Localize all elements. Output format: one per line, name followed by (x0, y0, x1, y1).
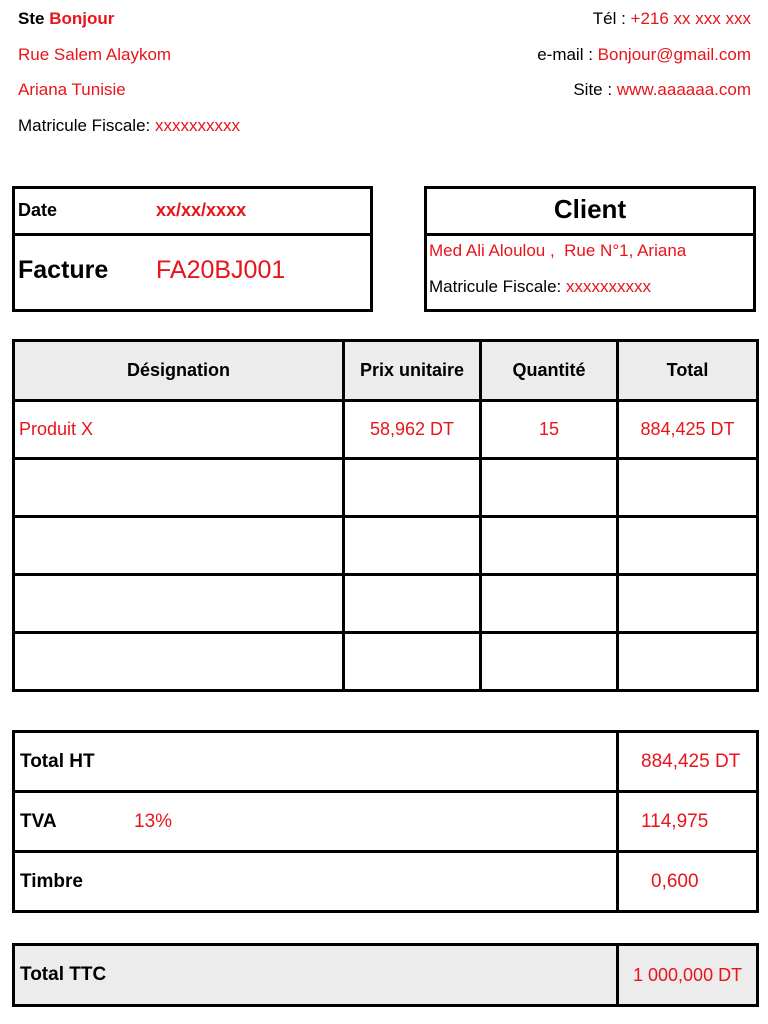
table-row (14, 459, 758, 517)
column-header-designation: Désignation (14, 341, 344, 401)
cell-designation (14, 517, 344, 575)
totals-table (12, 730, 759, 913)
company-fiscal-value: xxxxxxxxxx (155, 116, 240, 135)
cell-total (618, 459, 758, 517)
total-ttc-label: Total TTC (14, 945, 618, 1006)
client-fiscal (429, 277, 651, 297)
table-row (14, 633, 758, 691)
site-label: Site : (573, 80, 613, 99)
column-header-total: Total (618, 341, 758, 401)
client-fiscal-label: Matricule Fiscale: (429, 277, 562, 296)
cell-quantite (481, 633, 618, 691)
company-prefix: Ste (18, 9, 45, 28)
timbre-row (14, 852, 758, 912)
tel-label: Tél : (592, 9, 626, 28)
cell-designation: Produit X (14, 401, 344, 459)
cell-total (618, 517, 758, 575)
cell-quantite: 15 (481, 401, 618, 459)
cell-prix-unitaire (344, 459, 481, 517)
company-address-line2: Ariana Tunisie (18, 80, 126, 99)
tva-rate: 13% (134, 810, 173, 832)
column-header-quantite: Quantité (481, 341, 618, 401)
items-header-row (14, 341, 758, 401)
total-ht-label: Total HT (14, 732, 618, 792)
cell-quantite (481, 517, 618, 575)
cell-quantite (481, 459, 618, 517)
total-ttc-table (12, 943, 759, 1007)
cell-designation (14, 575, 344, 633)
facture-number: FA20BJ001 (156, 256, 286, 284)
timbre-value: 0,600 (618, 852, 758, 912)
cell-designation (14, 459, 344, 517)
site-value: www.aaaaaa.com (616, 80, 751, 99)
tel-value: +216 xx xxx xxx (630, 9, 751, 28)
tva-cell (14, 792, 618, 852)
company-fiscal-label: Matricule Fiscale: (18, 116, 151, 135)
email-value: Bonjour@gmail.com (597, 45, 751, 64)
cell-total (618, 575, 758, 633)
timbre-label: Timbre (14, 852, 618, 912)
company-address-line1: Rue Salem Alaykom (18, 45, 172, 64)
company-tel (593, 8, 751, 30)
cell-prix-unitaire: 58,962 DT (344, 401, 481, 459)
client-fiscal-value: xxxxxxxxxx (566, 277, 651, 296)
client-title: Client (553, 194, 627, 224)
cell-total (618, 633, 758, 691)
company-fiscal (18, 115, 240, 137)
cell-prix-unitaire (344, 575, 481, 633)
total-ht-value: 884,425 DT (618, 732, 758, 792)
cell-designation (14, 633, 344, 691)
company-brand: Bonjour (49, 9, 115, 28)
tva-value: 114,975 (618, 792, 758, 852)
cell-total: 884,425 DT (618, 401, 758, 459)
tva-row (14, 792, 758, 852)
company-name (18, 8, 114, 30)
column-header-prix-unitaire: Prix unitaire (344, 341, 481, 401)
table-row (14, 401, 758, 459)
facture-label: Facture (18, 256, 109, 284)
total-ttc-row (14, 945, 758, 1006)
company-site (573, 79, 751, 101)
date-value: xx/xx/xxxx (156, 200, 247, 220)
client-box-divider (424, 233, 756, 236)
company-email (537, 44, 751, 66)
cell-prix-unitaire (344, 517, 481, 575)
date-label: Date (18, 200, 58, 220)
cell-quantite (481, 575, 618, 633)
invoice-box-divider (12, 233, 373, 236)
total-ht-row (14, 732, 758, 792)
total-ttc-value: 1 000,000 DT (618, 945, 758, 1006)
items-table (12, 339, 759, 692)
tva-label: TVA (20, 810, 57, 832)
cell-prix-unitaire (344, 633, 481, 691)
table-row (14, 517, 758, 575)
email-label: e-mail : (537, 45, 593, 64)
table-row (14, 575, 758, 633)
client-name-address: Med Ali Aloulou , Rue N°1, Ariana (429, 241, 687, 260)
